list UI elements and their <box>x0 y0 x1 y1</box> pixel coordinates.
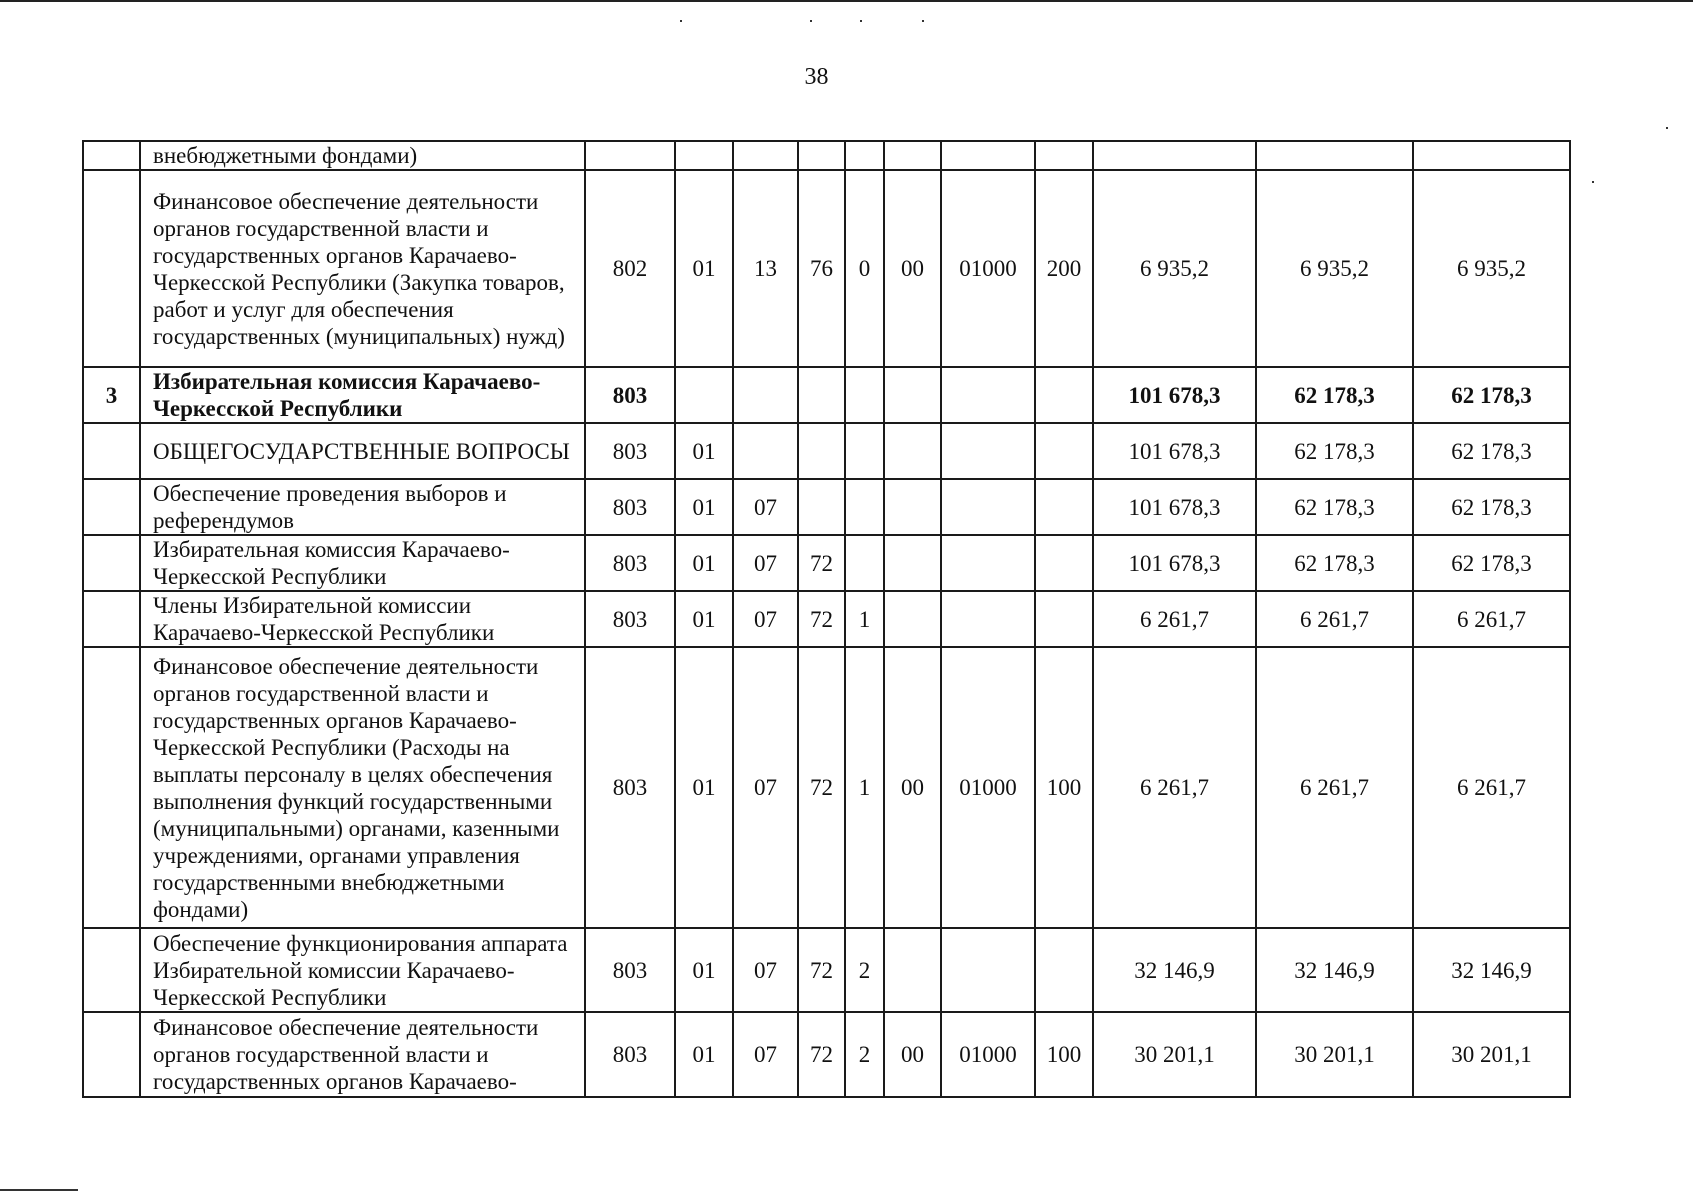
amount-year3-cell: 6 261,7 <box>1413 591 1570 647</box>
amount-year2-cell <box>1256 141 1413 170</box>
table-row <box>83 1012 1570 1097</box>
target-code-subprogram-cell: 0 <box>845 170 884 367</box>
table-row <box>83 170 1570 367</box>
target-code-direction-cell: 01000 <box>941 1012 1035 1097</box>
row-number-cell <box>83 928 140 1012</box>
amount-year3-cell: 62 178,3 <box>1413 479 1570 535</box>
target-code-direction-cell: 01000 <box>941 170 1035 367</box>
row-number-cell <box>83 141 140 170</box>
amount-year1-cell: 32 146,9 <box>1093 928 1256 1012</box>
scan-speck <box>810 20 812 22</box>
target-code-activity-cell <box>884 423 941 479</box>
row-number-cell <box>83 1012 140 1097</box>
expense-type-cell: 100 <box>1035 647 1093 928</box>
section-code-cell: 01 <box>675 170 733 367</box>
table-row <box>83 423 1570 479</box>
target-code-subprogram-cell: 1 <box>845 647 884 928</box>
section-code-cell: 01 <box>675 591 733 647</box>
target-code-activity-cell: 00 <box>884 647 941 928</box>
amount-year1-cell: 6 935,2 <box>1093 170 1256 367</box>
amount-year3-cell: 62 178,3 <box>1413 423 1570 479</box>
target-code-program-cell <box>798 423 845 479</box>
amount-year1-cell: 101 678,3 <box>1093 423 1256 479</box>
subsection-code-cell: 07 <box>733 591 798 647</box>
expense-type-cell <box>1035 367 1093 423</box>
section-code-cell: 01 <box>675 1012 733 1097</box>
target-code-direction-cell: 01000 <box>941 647 1035 928</box>
amount-year1-cell <box>1093 141 1256 170</box>
row-number-cell: 3 <box>83 367 140 423</box>
expense-type-cell <box>1035 535 1093 591</box>
target-code-direction-cell <box>941 535 1035 591</box>
section-code-cell: 01 <box>675 479 733 535</box>
subsection-code-cell: 07 <box>733 647 798 928</box>
amount-year2-cell: 62 178,3 <box>1256 423 1413 479</box>
expense-type-cell <box>1035 423 1093 479</box>
subsection-code-cell <box>733 423 798 479</box>
item-name-cell: Обеспечение проведения выборов и референдумов <box>140 479 585 535</box>
target-code-program-cell: 76 <box>798 170 845 367</box>
grbs-code-cell: 803 <box>585 423 675 479</box>
target-code-subprogram-cell <box>845 141 884 170</box>
target-code-subprogram-cell <box>845 479 884 535</box>
amount-year3-cell <box>1413 141 1570 170</box>
scan-speck <box>922 20 924 22</box>
item-name-cell: Избирательная комиссия Карачаево-Черкесской Республики <box>140 367 585 423</box>
row-number-cell <box>83 170 140 367</box>
table-row <box>83 591 1570 647</box>
target-code-program-cell: 72 <box>798 647 845 928</box>
target-code-direction-cell <box>941 367 1035 423</box>
subsection-code-cell: 13 <box>733 170 798 367</box>
amount-year2-cell: 32 146,9 <box>1256 928 1413 1012</box>
target-code-subprogram-cell <box>845 367 884 423</box>
item-name-cell: Финансовое обеспечение деятельности органов государственной власти и государственных органов Карачаево-Черкесской Республики (Закупка товаров, работ и услуг для обеспечения государственных (муниципальных) нужд) <box>140 170 585 367</box>
amount-year2-cell: 30 201,1 <box>1256 1012 1413 1097</box>
target-code-activity-cell <box>884 479 941 535</box>
scan-speck <box>1666 127 1668 129</box>
grbs-code-cell: 803 <box>585 1012 675 1097</box>
amount-year3-cell: 30 201,1 <box>1413 1012 1570 1097</box>
section-code-cell <box>675 367 733 423</box>
grbs-code-cell: 803 <box>585 647 675 928</box>
table-row <box>83 479 1570 535</box>
subsection-code-cell <box>733 367 798 423</box>
item-name-cell: внебюджетными фондами) <box>140 141 585 170</box>
amount-year2-cell: 6 935,2 <box>1256 170 1413 367</box>
item-name-cell: ОБЩЕГОСУДАРСТВЕННЫЕ ВОПРОСЫ <box>140 423 585 479</box>
expense-type-cell <box>1035 591 1093 647</box>
grbs-code-cell: 803 <box>585 535 675 591</box>
item-name-cell: Финансовое обеспечение деятельности органов государственной власти и государственных органов Карачаево-Черкесской Республики (Расходы на выплаты персоналу в целях обеспечения выполнения функций государственными (муниципальными) органами, казенными учреждениями, органами управления государственными внебюджетными фондами) <box>140 647 585 928</box>
target-code-direction-cell <box>941 928 1035 1012</box>
amount-year2-cell: 62 178,3 <box>1256 367 1413 423</box>
row-number-cell <box>83 591 140 647</box>
target-code-activity-cell <box>884 591 941 647</box>
section-code-cell: 01 <box>675 535 733 591</box>
amount-year1-cell: 30 201,1 <box>1093 1012 1256 1097</box>
subsection-code-cell <box>733 141 798 170</box>
amount-year2-cell: 6 261,7 <box>1256 647 1413 928</box>
section-code-cell <box>675 141 733 170</box>
table-row <box>83 647 1570 928</box>
subsection-code-cell: 07 <box>733 928 798 1012</box>
table-row <box>83 928 1570 1012</box>
subsection-code-cell: 07 <box>733 479 798 535</box>
amount-year3-cell: 6 935,2 <box>1413 170 1570 367</box>
amount-year3-cell: 62 178,3 <box>1413 535 1570 591</box>
bottom-rule <box>0 1189 78 1191</box>
subsection-code-cell: 07 <box>733 535 798 591</box>
subsection-code-cell: 07 <box>733 1012 798 1097</box>
target-code-program-cell: 72 <box>798 1012 845 1097</box>
row-number-cell <box>83 423 140 479</box>
amount-year3-cell: 6 261,7 <box>1413 647 1570 928</box>
target-code-program-cell <box>798 367 845 423</box>
target-code-subprogram-cell: 2 <box>845 928 884 1012</box>
section-code-cell: 01 <box>675 928 733 1012</box>
grbs-code-cell: 803 <box>585 479 675 535</box>
target-code-direction-cell <box>941 479 1035 535</box>
amount-year2-cell: 6 261,7 <box>1256 591 1413 647</box>
scan-speck <box>680 20 682 22</box>
amount-year3-cell: 62 178,3 <box>1413 367 1570 423</box>
target-code-program-cell <box>798 141 845 170</box>
target-code-direction-cell <box>941 423 1035 479</box>
item-name-cell: Члены Избирательной комиссии Карачаево-Черкесской Республики <box>140 591 585 647</box>
expense-type-cell: 200 <box>1035 170 1093 367</box>
item-name-cell: Финансовое обеспечение деятельности органов государственной власти и государственных органов Карачаево- <box>140 1012 585 1097</box>
row-number-cell <box>83 647 140 928</box>
budget-table <box>82 140 1571 1098</box>
expense-type-cell <box>1035 141 1093 170</box>
grbs-code-cell: 802 <box>585 170 675 367</box>
target-code-activity-cell: 00 <box>884 1012 941 1097</box>
table-row <box>83 535 1570 591</box>
target-code-activity-cell: 00 <box>884 170 941 367</box>
target-code-activity-cell <box>884 367 941 423</box>
target-code-direction-cell <box>941 591 1035 647</box>
row-number-cell <box>83 479 140 535</box>
scan-speck <box>1592 181 1594 183</box>
grbs-code-cell: 803 <box>585 367 675 423</box>
target-code-program-cell: 72 <box>798 928 845 1012</box>
grbs-code-cell <box>585 141 675 170</box>
row-number-cell <box>83 535 140 591</box>
section-code-cell: 01 <box>675 647 733 928</box>
table-row <box>83 367 1570 423</box>
page-number: 38 <box>804 64 829 90</box>
scan-speck <box>860 20 862 22</box>
target-code-subprogram-cell <box>845 535 884 591</box>
amount-year2-cell: 62 178,3 <box>1256 479 1413 535</box>
expense-type-cell <box>1035 928 1093 1012</box>
grbs-code-cell: 803 <box>585 928 675 1012</box>
target-code-program-cell <box>798 479 845 535</box>
amount-year1-cell: 6 261,7 <box>1093 591 1256 647</box>
target-code-direction-cell <box>941 141 1035 170</box>
target-code-subprogram-cell: 1 <box>845 591 884 647</box>
top-rule <box>0 0 1693 2</box>
target-code-program-cell: 72 <box>798 591 845 647</box>
grbs-code-cell: 803 <box>585 591 675 647</box>
target-code-activity-cell <box>884 141 941 170</box>
expense-type-cell <box>1035 479 1093 535</box>
amount-year2-cell: 62 178,3 <box>1256 535 1413 591</box>
amount-year3-cell: 32 146,9 <box>1413 928 1570 1012</box>
amount-year1-cell: 101 678,3 <box>1093 535 1256 591</box>
section-code-cell: 01 <box>675 423 733 479</box>
target-code-program-cell: 72 <box>798 535 845 591</box>
amount-year1-cell: 101 678,3 <box>1093 367 1256 423</box>
target-code-activity-cell <box>884 928 941 1012</box>
amount-year1-cell: 101 678,3 <box>1093 479 1256 535</box>
target-code-subprogram-cell <box>845 423 884 479</box>
item-name-cell: Обеспечение функционирования аппарата Избирательной комиссии Карачаево-Черкесской Республики <box>140 928 585 1012</box>
table-row <box>83 141 1570 170</box>
expense-type-cell: 100 <box>1035 1012 1093 1097</box>
table-body <box>83 141 1570 1097</box>
item-name-cell: Избирательная комиссия Карачаево-Черкесской Республики <box>140 535 585 591</box>
target-code-subprogram-cell: 2 <box>845 1012 884 1097</box>
amount-year1-cell: 6 261,7 <box>1093 647 1256 928</box>
target-code-activity-cell <box>884 535 941 591</box>
